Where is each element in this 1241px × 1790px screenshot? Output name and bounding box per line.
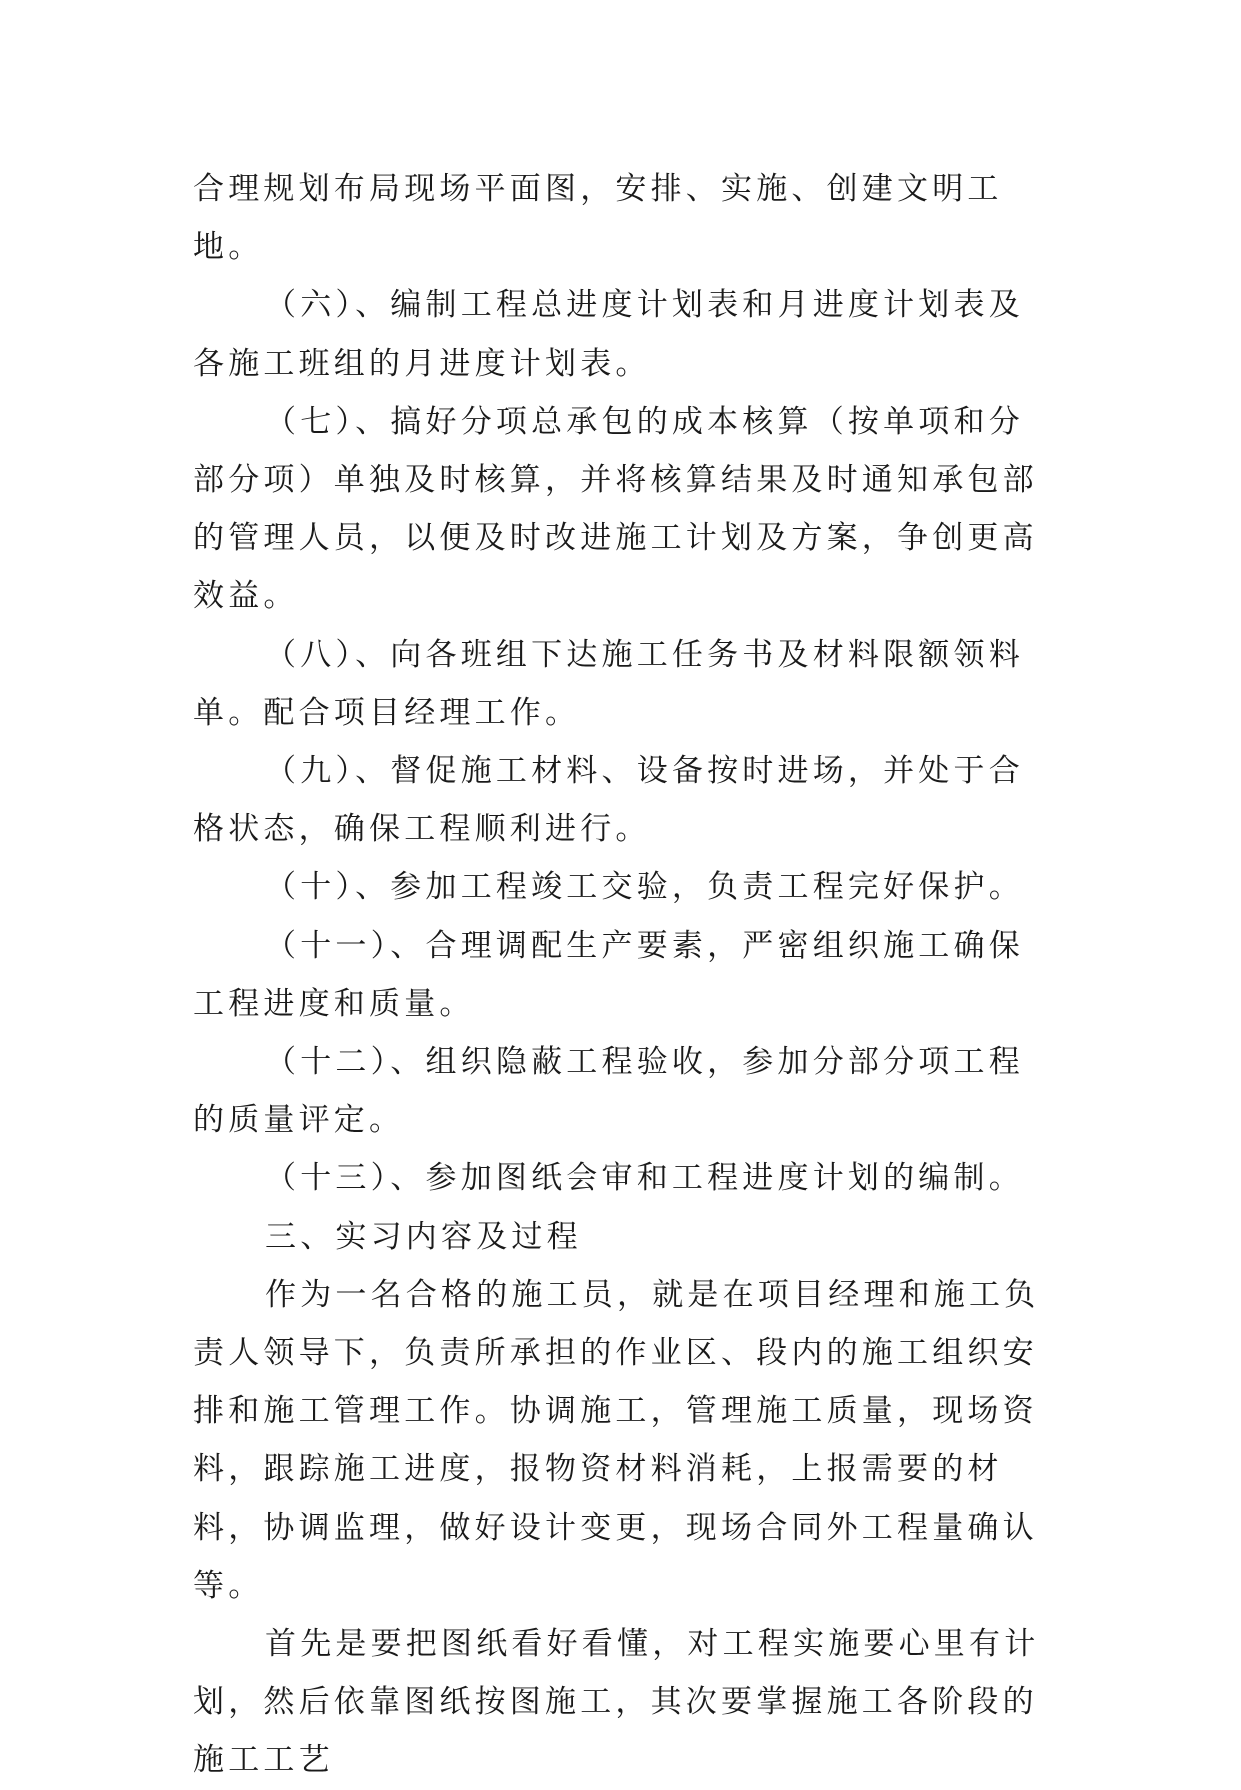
paragraph-first-step: 首先是要把图纸看好看懂，对工程实施要心里有计划，然后依靠图纸按图施工，其次要掌握施工各阶段的施工工艺 xyxy=(193,1626,1040,1779)
paragraph-item-10: （十）、参加工程竣工交验，负责工程完好保护。 xyxy=(265,869,1024,906)
body-text xyxy=(193,160,1055,1790)
paragraph-item-12: （十二）、组织隐蔽工程验收，参加分部分项工程的质量评定。 xyxy=(193,1044,1024,1139)
paragraph-item-8: （八）、向各班组下达施工任务书及材料限额领料单。配合项目经理工作。 xyxy=(193,636,1024,731)
paragraph-item-6: （六）、编制工程总进度计划表和月进度计划表及各施工班组的月进度计划表。 xyxy=(193,287,1024,382)
paragraph-continuation: 合理规划布局现场平面图，安排、实施、创建文明工地。 xyxy=(193,171,1003,266)
paragraph-item-13: （十三）、参加图纸会审和工程进度计划的编制。 xyxy=(265,1160,1024,1197)
paragraph-role-description: 作为一名合格的施工员，就是在项目经理和施工负责人领导下，负责所承担的作业区、段内的施工组织安排和施工管理工作。协调施工，管理施工质量，现场资料，跟踪施工进度，报物资材料消耗，上报需要的材料，协调监理，做好设计变更，现场合同外工程量确认等。 xyxy=(193,1276,1040,1604)
paragraph-item-7: （七）、搞好分项总承包的成本核算（按单项和分部分项）单独及时核算，并将核算结果及时通知承包部的管理人员，以便及时改进施工计划及方案，争创更高效益。 xyxy=(193,403,1038,615)
paragraph-item-11: （十一）、合理调配生产要素，严密组织施工确保工程进度和质量。 xyxy=(193,927,1024,1022)
paragraph-item-9: （九）、督促施工材料、设备按时进场，并处于合格状态，确保工程顺利进行。 xyxy=(193,753,1024,848)
section-heading: 三、实习内容及过程 xyxy=(265,1218,582,1255)
